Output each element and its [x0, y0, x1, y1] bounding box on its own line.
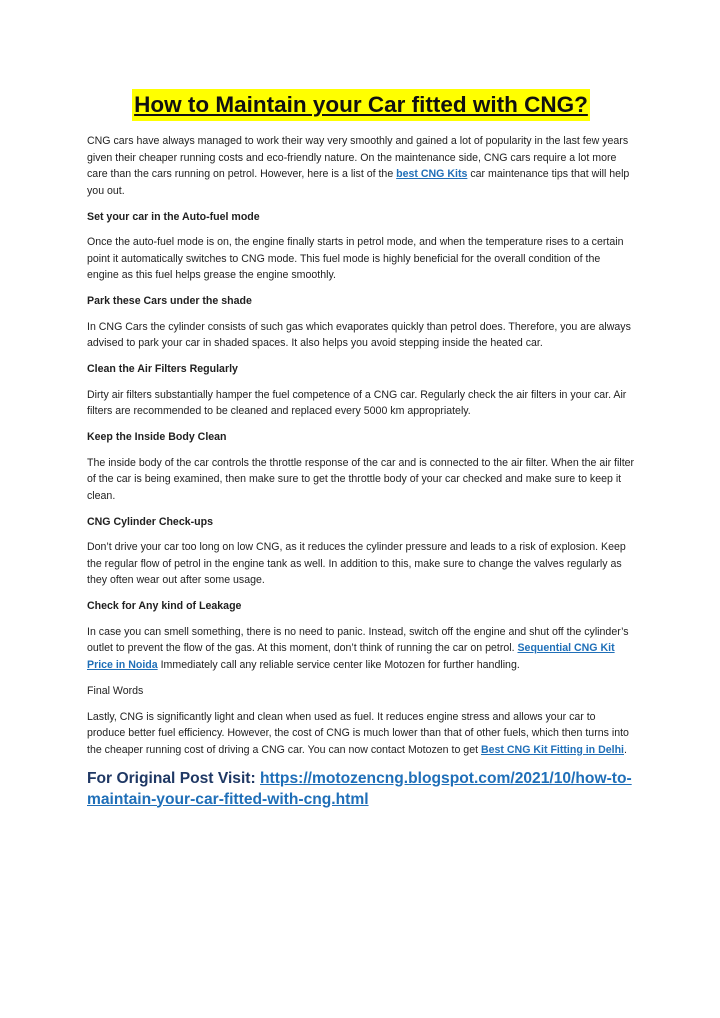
- section-body-leakage: [87, 624, 635, 674]
- section-heading-air-filters: Clean the Air Filters Regularly: [87, 363, 238, 375]
- intro-text-before: CNG cars have always managed to work their way very smoothly and gained a lot of popularity in the last few years given their cheaper running costs and eco-friendly nature. On the maintenance side, CNG cars require a lot more care than the cars running on petrol. However, here is a list of the: [87, 135, 629, 180]
- section-heading-inside-body: Keep the Inside Body Clean: [87, 431, 227, 443]
- best-cng-kits-link[interactable]: best CNG Kits: [396, 168, 468, 180]
- original-post-link[interactable]: https://motozencng.blogspot.com/2021/10/how-to-maintain-your-car-fitted-with-cng.html: [87, 769, 632, 808]
- section-body-auto-fuel: Once the auto-fuel mode is on, the engine finally starts in petrol mode, and when the temperature rises to a certain point it automatically switches to CNG mode. This fuel mode is highly beneficial for the overall condition of the engine as this fuel helps grease the engine smoothly.: [87, 236, 624, 281]
- original-post-footer: [87, 768, 635, 810]
- leakage-text-after: Immediately call any reliable service center like Motozen for further handling.: [157, 658, 520, 671]
- final-words-paragraph: [87, 709, 635, 759]
- footer-label: For Original Post Visit:: [87, 769, 261, 787]
- intro-text-after: car maintenance tips that will help you out.: [87, 168, 630, 197]
- section-body-inside-body: The inside body of the car controls the throttle response of the car and is connected to the air filter. When the air filter of the car is being examined, then make sure to get the throttle body of your car checked and make sure to keep it clean.: [87, 456, 635, 502]
- section-body-shade: In CNG Cars the cylinder consists of such gas which evaporates quickly than petrol does. Therefore, you are always advised to park your car in shaded spaces. It also helps you avoid stepping inside the heated car.: [87, 320, 631, 349]
- best-cng-kit-fitting-delhi-link[interactable]: Best CNG Kit Fitting in Delhi: [480, 743, 624, 756]
- leakage-text-before: In case you can smell something, there is no need to panic. Instead, switch off the engine and shut off the cylinder’s outlet to prevent the flow of the gas. At this moment, don’t think of running the car on petrol.: [87, 625, 629, 654]
- title-container: [87, 89, 635, 121]
- section-body-air-filters: Dirty air filters substantially hamper the fuel competence of a CNG car. Regularly check the air filters in your car. Air filters are recommended to be cleaned and replaced every 5000 km appropriately.: [87, 388, 627, 417]
- document-content: [87, 89, 635, 810]
- intro-paragraph: [87, 133, 635, 199]
- page-title: How to Maintain your Car fitted with CNG?: [132, 89, 590, 121]
- final-words-text-before: Lastly, CNG is significantly light and clean when used as fuel. It reduces engine stress and allows your car to produce better fuel efficiency. However, the cost of CNG is much lower than that of other fuels, which then turns into the cheaper running cost of driving a CNG car. You can now contact Motozen to get: [87, 710, 629, 756]
- final-words-text-after: .: [624, 743, 627, 756]
- final-words-label: Final Words: [87, 684, 144, 697]
- sequential-cng-kit-noida-link[interactable]: Sequential CNG Kit Price in Noida: [87, 642, 615, 671]
- section-heading-auto-fuel: Set your car in the Auto-fuel mode: [87, 210, 260, 223]
- section-heading-leakage: Check for Any kind of Leakage: [87, 600, 242, 612]
- section-body-cylinder-checkups: Don’t drive your car too long on low CNG, as it reduces the cylinder pressure and leads to a risk of explosion. Keep the regular flow of petrol in the engine tank as well. In addition to this, make sure to change the valves regularly as they often wear out after some usage.: [87, 541, 626, 586]
- section-heading-cylinder-checkups: CNG Cylinder Check-ups: [87, 515, 213, 528]
- section-heading-shade: Park these Cars under the shade: [87, 295, 252, 307]
